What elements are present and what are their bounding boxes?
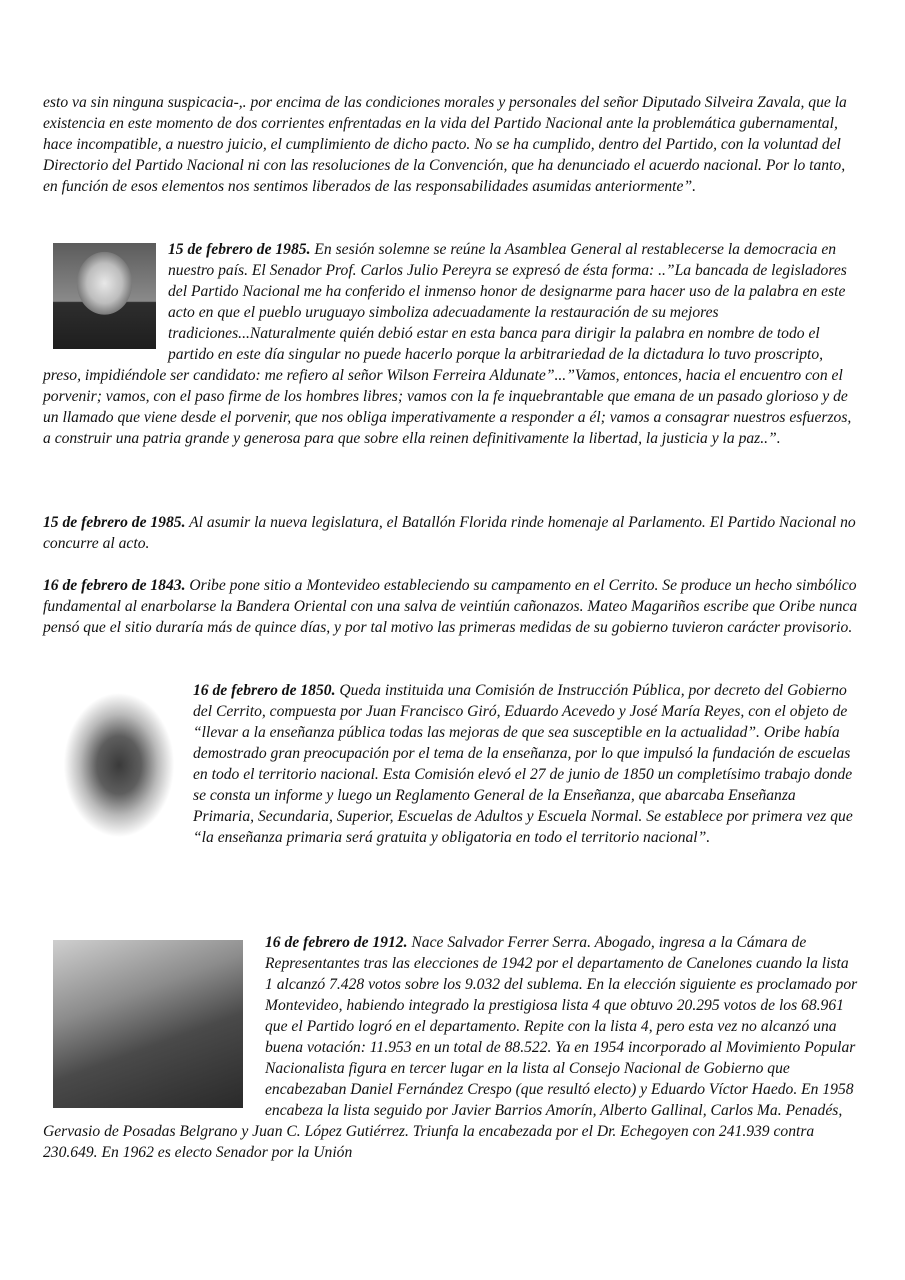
entry-date: 16 de febrero de 1850. — [193, 681, 336, 699]
portrait-oribe-photo — [59, 690, 179, 840]
entry-date: 15 de febrero de 1985. — [168, 240, 311, 258]
paragraph-1843-sitio — [43, 575, 858, 638]
paragraph-text: esto va sin ninguna suspicacia-,. por encima de las condiciones morales y personales del señor Diputado Silveira Zavala, que la existencia en este momento de dos corrientes enfrentadas en la vida del Partido Nacional ante la problemática gubernamental, hace incompatible, a nuestro juicio, el cumplimiento de dicho pacto. No se ha cumplido, dentro del Partido, con la voluntad del Directorio del Partido Nacional ni con las resoluciones de la Convención, que ha denunciado el acuerdo nacional. Por lo tanto, en función de esos elementos nos sentimos liberados de las responsabilidades asumidas anteriormente”. — [43, 93, 847, 195]
entry-date: 16 de febrero de 1843. — [43, 576, 186, 594]
paragraph-1850-comision — [43, 680, 858, 848]
paragraph-1985-legislatura — [43, 512, 858, 554]
paragraph-1912-ferrer — [43, 932, 858, 1163]
paragraph-continuation — [43, 92, 858, 197]
photo-ferrer-serra — [53, 940, 243, 1108]
paragraph-1985-asamblea — [43, 239, 858, 449]
paragraph-text: Nace Salvador Ferrer Serra. Abogado, ingresa a la Cámara de Representantes tras las elecciones de 1942 por el departamento de Canelones cuando la lista 1 alcanzó 7.428 votos sobre los 9.032 del sublema. En la elección siguiente es proclamado por Montevideo, habiendo integrado la prestigiosa lista 4 que obtuvo 20.295 votos de los 68.961 que el Partido logró en el departamento. Repite con la lista 4, pero esta vez no alcanzó una buena votación: 11.953 en un total de 88.522. Ya en 1954 incorporado al Movimiento Popular Nacionalista figura en tercer lugar en la lista al Consejo Nacional de Gobierno que encabezaban Daniel Fernández Crespo (que resultó electo) y Eduardo Víctor Haedo. En 1958 encabeza la lista seguido por Javier Barrios Amorín, Alberto Gallinal, Carlos Ma. Penadés, Gervasio de Posadas Belgrano y Juan C. López Gutiérrez. Triunfa la encabezada por el Dr. Echegoyen con 241.939 contra 230.649. En 1962 es electo Senador por la Unión — [43, 933, 858, 1161]
paragraph-text: Al asumir la nueva legislatura, el Batallón Florida rinde homenaje al Parlamento. El Partido Nacional no concurre al acto. — [43, 513, 856, 552]
paragraph-text: En sesión solemne se reúne la Asamblea General al restablecerse la democracia en nuestro país. El Senador Prof. Carlos Julio Pereyra se expresó de ésta forma: ..”La bancada de legisladores del Partido Nacional me ha conferido el inmenso honor de designarme para hacer uso de la palabra en este acto en que el pueblo uruguayo simboliza adecuadamente la restauración de su mejores tradiciones...Naturalmente quién debió estar en esta banca para dirigir la palabra en nombre de todo el partido en este día singular no puede hacerlo porque la arbitrariedad de la dictadura lo tuvo proscripto, preso, impidiéndole ser candidato: me refiero al señor Wilson Ferreira Aldunate”...”Vamos, entonces, hacia el encuentro con el porvenir; vamos, con el paso firme de los hombres libres; vamos con la fe inquebrantable que emana de un pasado glorioso y de un llamado que viene desde el porvenir, que nos obliga imperativamente a responder a él; vamos a consagrar nuestros esfuerzos, a construir una patria grande y generosa para que sobre ella reinen definitivamente la libertad, la justicia y la paz..”. — [43, 240, 852, 447]
entry-date: 16 de febrero de 1912. — [265, 933, 408, 951]
paragraph-text: Oribe pone sitio a Montevideo estableciendo su campamento en el Cerrito. Se produce un hecho simbólico fundamental al enarbolarse la Bandera Oriental con una salva de veintiún cañonazos. Mateo Magariños escribe que Oribe nunca pensó que el sitio duraría más de quince días, y por tal motivo las primeras medidas de su gobierno tuvieron carácter provisorio. — [43, 576, 858, 636]
entry-date: 15 de febrero de 1985. — [43, 513, 186, 531]
portrait-pereyra-photo — [53, 243, 156, 349]
paragraph-text: Queda instituida una Comisión de Instrucción Pública, por decreto del Gobierno del Cerrito, compuesta por Juan Francisco Giró, Eduardo Acevedo y José María Reyes, con el objeto de “llevar a la enseñanza pública todas las mejoras de que sea susceptible en la actualidad”. Oribe había demostrado gran preocupación por el tema de la enseñanza, por lo que impulsó la fundación de escuelas en todo el territorio nacional. Esta Comisión elevó el 27 de junio de 1850 un completísimo trabajo donde se consta un informe y luego un Reglamento General de la Enseñanza, que abarcaba Enseñanza Primaria, Secundaria, Superior, Escuelas de Adultos y Escuela Normal. Se establece por primera vez que “la enseñanza primaria será gratuita y obligatoria en todo el territorio nacional”. — [193, 681, 853, 846]
